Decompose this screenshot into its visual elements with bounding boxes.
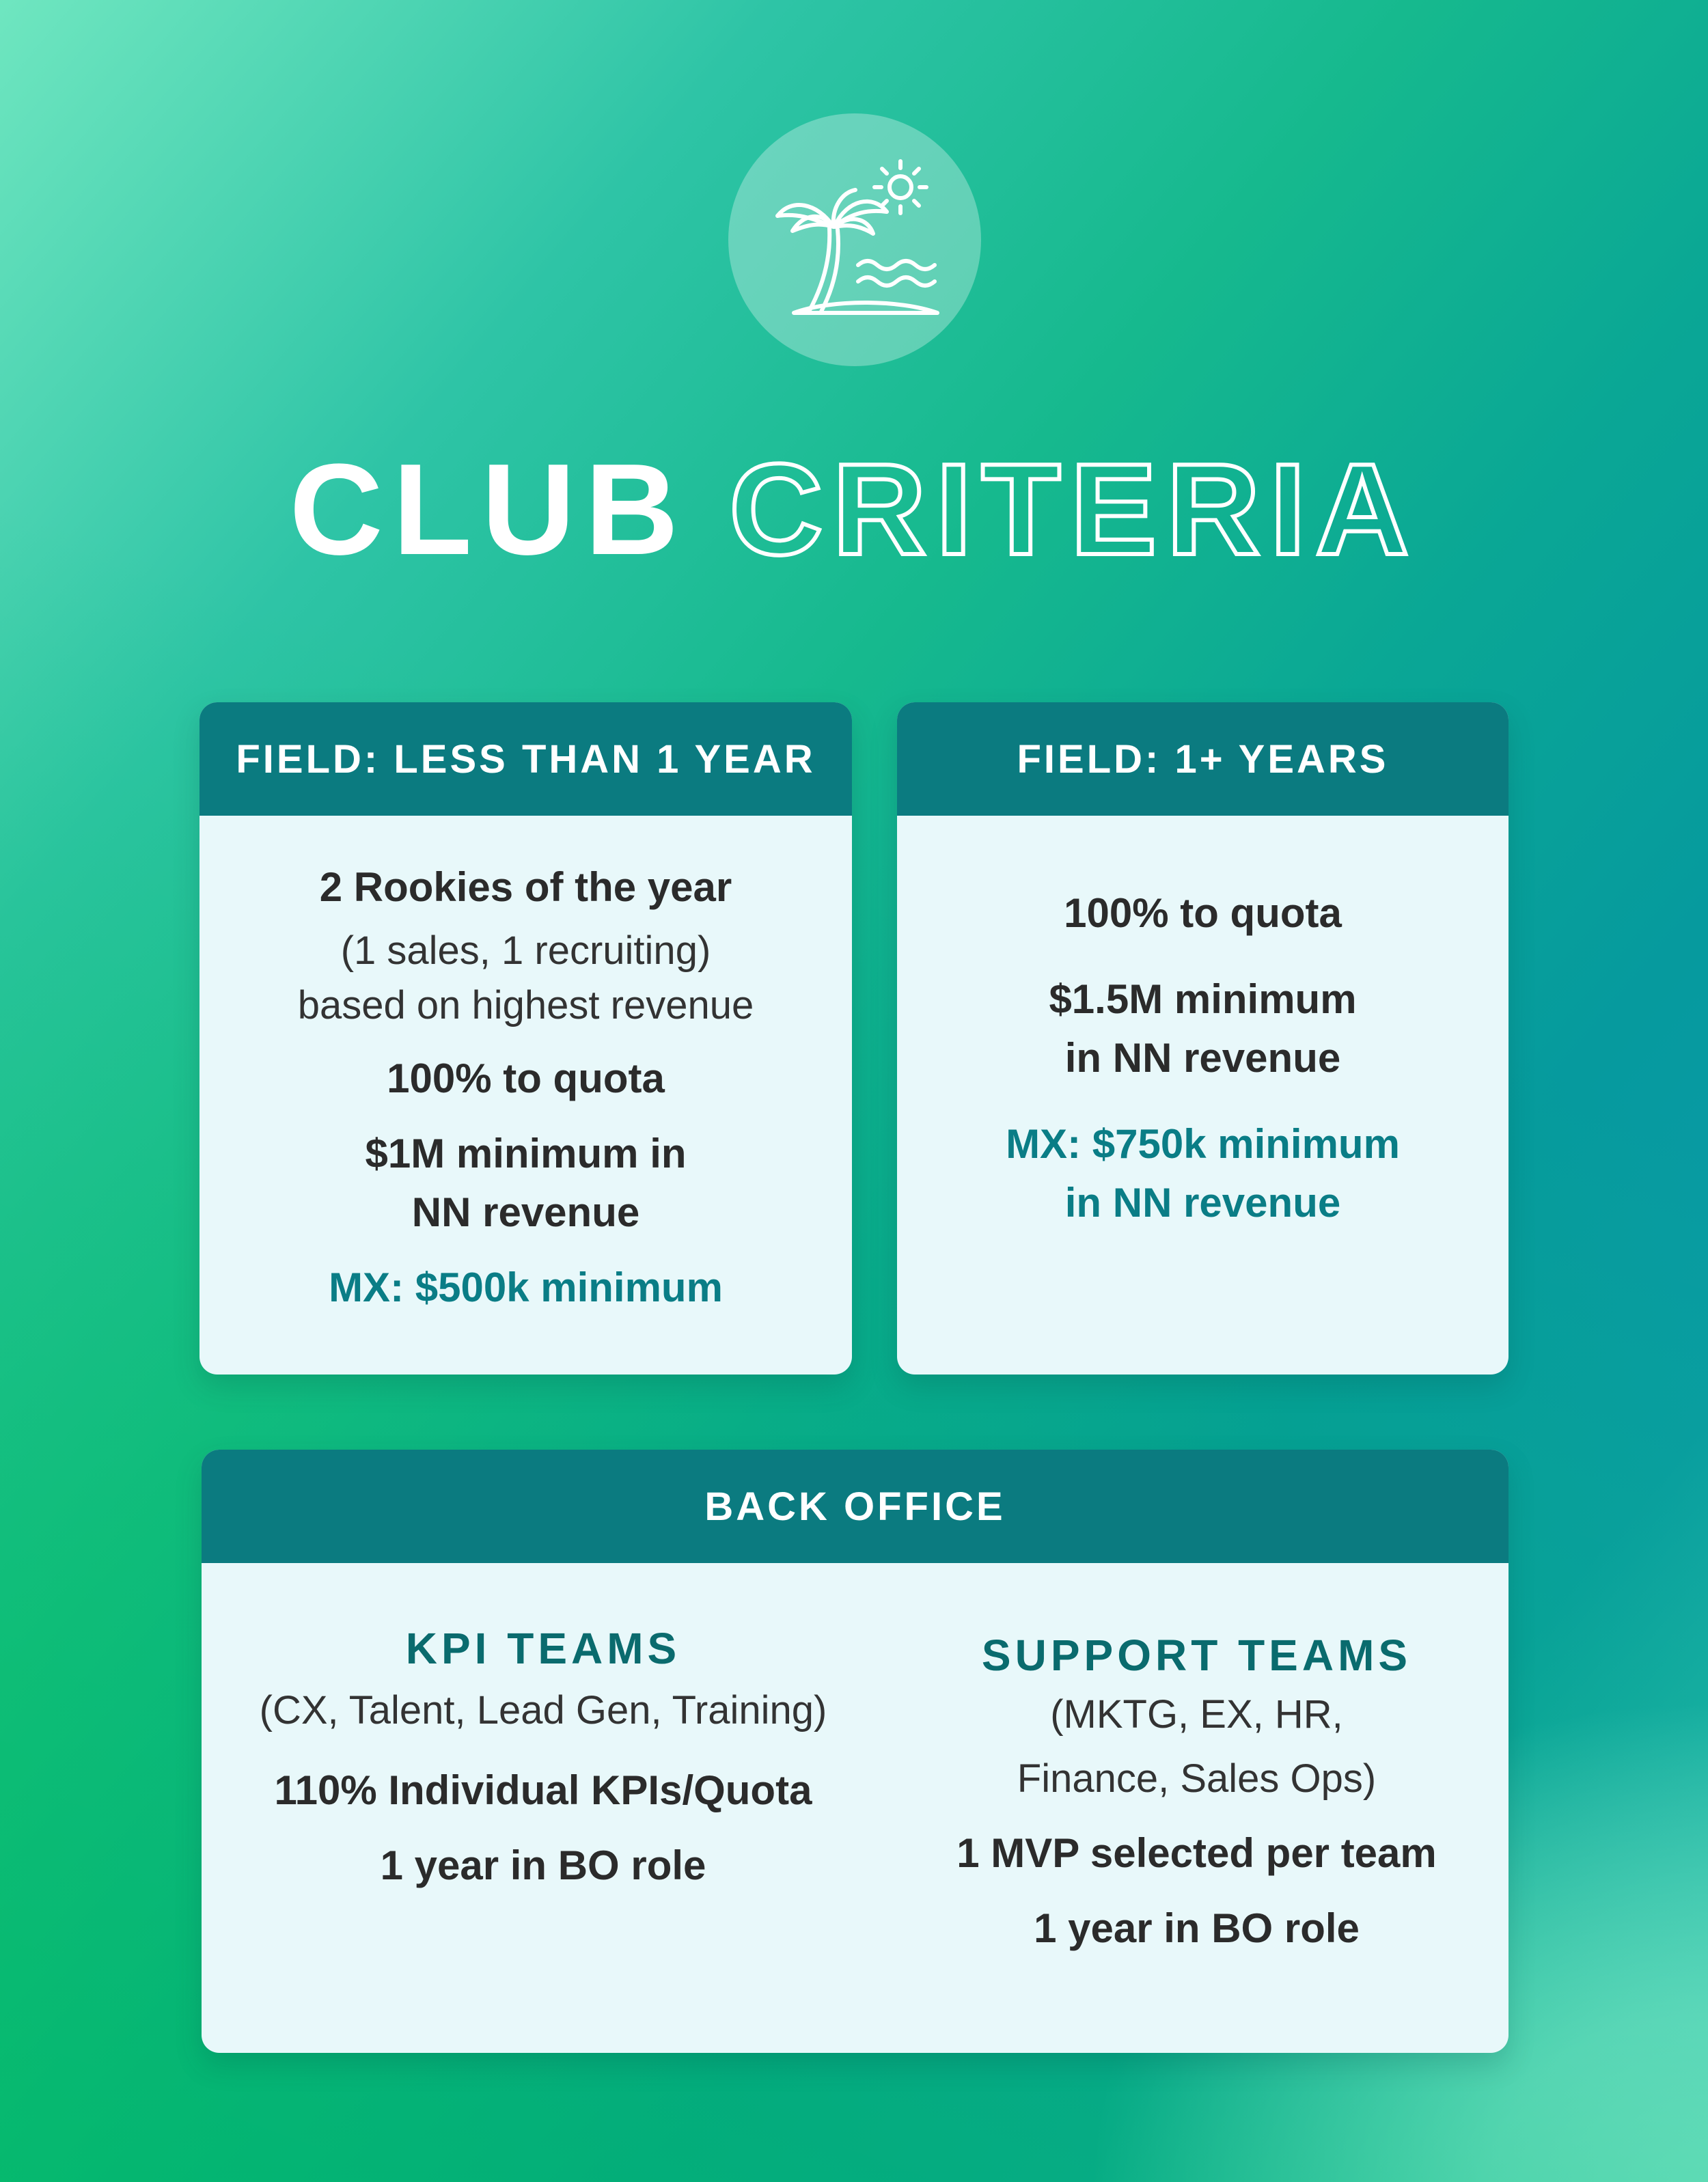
criteria-mx-line: in NN revenue xyxy=(1064,1180,1341,1226)
support-teams-column xyxy=(885,1563,1509,1958)
criteria-line: NN revenue xyxy=(411,1189,640,1235)
criteria-mx-line: MX: $500k minimum xyxy=(329,1265,723,1310)
kpi-teams-title: KPI TEAMS xyxy=(405,1624,681,1673)
criteria-line: $1.5M minimum xyxy=(1049,976,1357,1022)
criteria-line: in NN revenue xyxy=(1064,1035,1341,1081)
criteria-note: based on highest revenue xyxy=(297,983,754,1027)
badge xyxy=(728,113,981,366)
page-title xyxy=(0,434,1708,585)
criteria-note: (1 sales, 1 recruiting) xyxy=(340,928,711,973)
kpi-teams-list: (CX, Talent, Lead Gen, Training) xyxy=(259,1688,827,1732)
criteria-line: 110% Individual KPIs/Quota xyxy=(274,1767,812,1813)
card-header: FIELD: 1+ YEARS xyxy=(897,702,1509,816)
criteria-mx-line: MX: $750k minimum xyxy=(1006,1121,1400,1167)
criteria-line: 100% to quota xyxy=(387,1055,665,1101)
card-back-office xyxy=(202,1450,1509,2053)
card-field-1-plus-years xyxy=(897,702,1509,1375)
kpi-teams-column xyxy=(202,1563,885,1958)
card-header: BACK OFFICE xyxy=(202,1450,1509,1563)
criteria-line: 1 MVP selected per team xyxy=(956,1830,1437,1876)
title-outline: CRITERIA xyxy=(729,437,1419,582)
palm-beach-sun-icon xyxy=(728,113,981,366)
criteria-line: $1M minimum in xyxy=(365,1131,687,1176)
criteria-line: 2 Rookies of the year xyxy=(319,864,732,910)
card-header: FIELD: LESS THAN 1 YEAR xyxy=(199,702,852,816)
support-teams-list: Finance, Sales Ops) xyxy=(1017,1756,1377,1801)
criteria-line: 100% to quota xyxy=(1064,890,1342,936)
title-solid: CLUB xyxy=(289,437,689,582)
criteria-line: 1 year in BO role xyxy=(380,1842,706,1888)
card-field-under-1-year xyxy=(199,702,852,1375)
criteria-line: 1 year in BO role xyxy=(1034,1905,1360,1951)
support-teams-title: SUPPORT TEAMS xyxy=(981,1631,1412,1680)
support-teams-list: (MKTG, EX, HR, xyxy=(1050,1692,1343,1737)
